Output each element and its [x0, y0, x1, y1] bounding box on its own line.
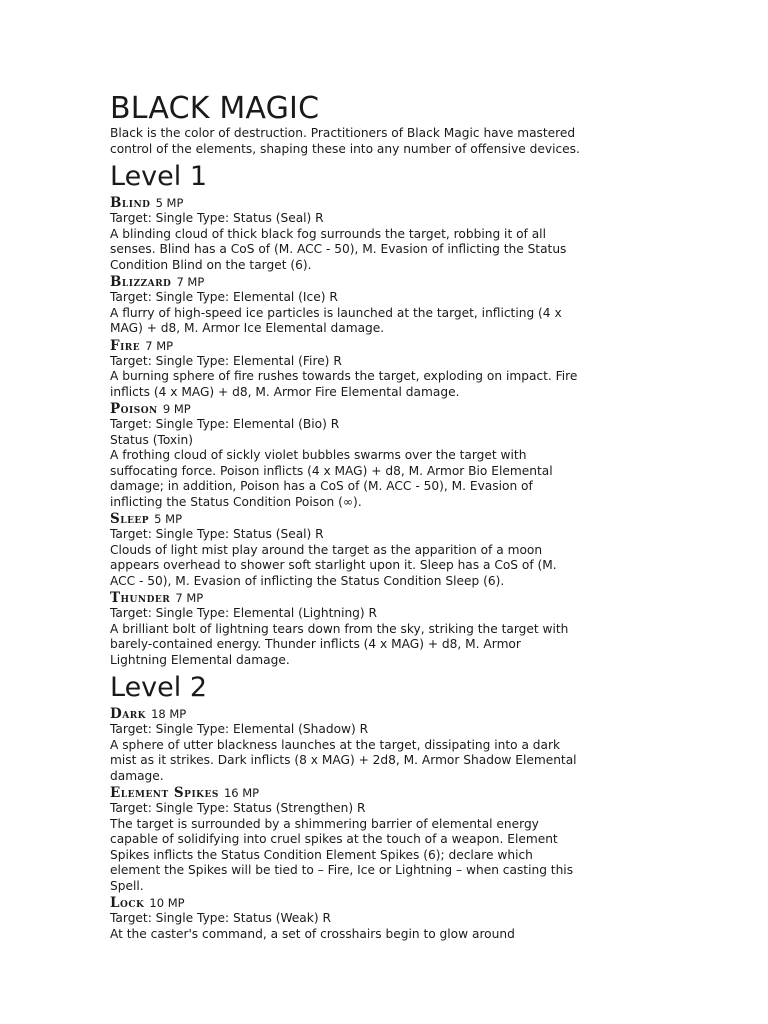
- spell-header: [110, 589, 580, 606]
- spell-name: Blizzard: [110, 274, 172, 290]
- spell-name: Blind: [110, 195, 151, 211]
- spell-name: Lock: [110, 895, 145, 911]
- spell-description: The target is surrounded by a shimmering barrier of elemental energy capable of solidifying into cruel spikes at the touch of a weapon. Element Spikes inflicts the Status Condition Element Spikes (6); declare which element the Spikes will be tied to – Fire, Ice or Lightning – when casting this Spell.: [110, 816, 574, 893]
- spell-target: Target: Single Type: Status (Seal) R: [110, 211, 324, 225]
- spell-target: Target: Single Type: Elemental (Shadow) R: [110, 722, 369, 736]
- spell-entry-poison: [110, 400, 580, 510]
- spell-cost: 5 MP: [155, 196, 184, 210]
- spell-header: [110, 194, 580, 211]
- spell-entry-thunder: [110, 589, 580, 668]
- spell-entry-blizzard: [110, 273, 580, 337]
- spell-entry-blind: [110, 194, 580, 273]
- spell-cost: 9 MP: [162, 402, 191, 416]
- spell-name: Dark: [110, 706, 146, 722]
- spell-header: [110, 784, 580, 801]
- spell-header: [110, 273, 580, 290]
- spell-description: Clouds of light mist play around the target as the apparition of a moon appears overhead to shower soft starlight upon it. Sleep has a CoS of (M. ACC - 50), M. Evasion of inflicting the Status Condition Sleep (6).: [110, 542, 557, 588]
- intro-paragraph: Black is the color of destruction. Practitioners of Black Magic have mastered control of the elements, shaping these into any number of offensive devices.: [110, 126, 580, 156]
- spell-description: A blinding cloud of thick black fog surrounds the target, robbing it of all senses. Blind has a CoS of (M. ACC - 50), M. Evasion of inflicting the Status Condition Blind on the target (6).: [110, 226, 567, 272]
- spell-header: [110, 400, 580, 417]
- spell-header: [110, 705, 580, 722]
- spell-description: A brilliant bolt of lightning tears down from the sky, striking the target with barely-contained energy. Thunder inflicts (4 x MAG) + d8, M. Armor Lightning Elemental damage.: [110, 621, 569, 667]
- spell-entry-lock: [110, 894, 580, 942]
- spell-cost: 16 MP: [223, 786, 260, 800]
- spell-description: At the caster's command, a set of crosshairs begin to glow around: [110, 926, 515, 941]
- spell-description: A burning sphere of fire rushes towards the target, exploding on impact. Fire inflicts (4 x MAG) + d8, M. Armor Fire Elemental damage.: [110, 369, 578, 399]
- spell-target: Target: Single Type: Elemental (Bio) R: [110, 417, 340, 431]
- level-heading: Level 2: [110, 672, 208, 703]
- spell-entry-dark: [110, 705, 580, 784]
- spell-entry-element-spikes: [110, 784, 580, 894]
- spell-target: Target: Single Type: Elemental (Fire) R: [110, 353, 342, 368]
- spell-cost: 18 MP: [151, 707, 187, 721]
- spell-name: Fire: [110, 337, 141, 354]
- level-heading: Level 1: [110, 161, 208, 192]
- spell-description: A sphere of utter blackness launches at the target, dissipating into a dark mist as it strikes. Dark inflicts (8 x MAG) + 2d8, M. Armor Shadow Elemental damage.: [110, 737, 577, 783]
- document-page: [110, 92, 580, 942]
- spell-target: Target: Single Type: Status (Weak) R: [110, 911, 331, 925]
- spell-description: A frothing cloud of sickly violet bubbles swarms over the target with suffocating force. Poison inflicts (4 x MAG) + d8, M. Armor Bio Elemental damage; in addition, Poison has a CoS of (M. ACC - 50), M. Evasion of inflicting the Status Condition Poison (∞).: [110, 448, 553, 509]
- spell-name: Poison: [110, 401, 158, 417]
- spell-cost: 5 MP: [154, 512, 183, 526]
- spell-target: Target: Single Type: Status (Strengthen) R: [110, 801, 366, 815]
- spell-entry-sleep: [110, 510, 580, 589]
- spell-cost: 7 MP: [176, 275, 205, 289]
- spell-extra-type: Status (Toxin): [110, 432, 193, 447]
- spell-cost: 10 MP: [149, 896, 185, 910]
- spell-name: Element Spikes: [110, 785, 219, 801]
- spell-target: Target: Single Type: Elemental (Ice) R: [110, 290, 338, 304]
- page-title: BLACK MAGIC: [110, 91, 320, 126]
- spell-entry-fire: [110, 337, 580, 401]
- spell-header: [110, 337, 580, 354]
- spell-cost: 7 MP: [145, 338, 174, 353]
- spell-header: [110, 894, 580, 911]
- spell-header: [110, 510, 580, 527]
- spell-target: Target: Single Type: Elemental (Lightning) R: [110, 606, 378, 620]
- spell-name: Thunder: [110, 590, 171, 606]
- spell-name: Sleep: [110, 511, 150, 527]
- spell-target: Target: Single Type: Status (Seal) R: [110, 527, 324, 541]
- spell-description: A flurry of high-speed ice particles is launched at the target, inflicting (4 x MAG) + d8, M. Armor Ice Elemental damage.: [110, 305, 562, 335]
- spell-cost: 7 MP: [175, 591, 204, 605]
